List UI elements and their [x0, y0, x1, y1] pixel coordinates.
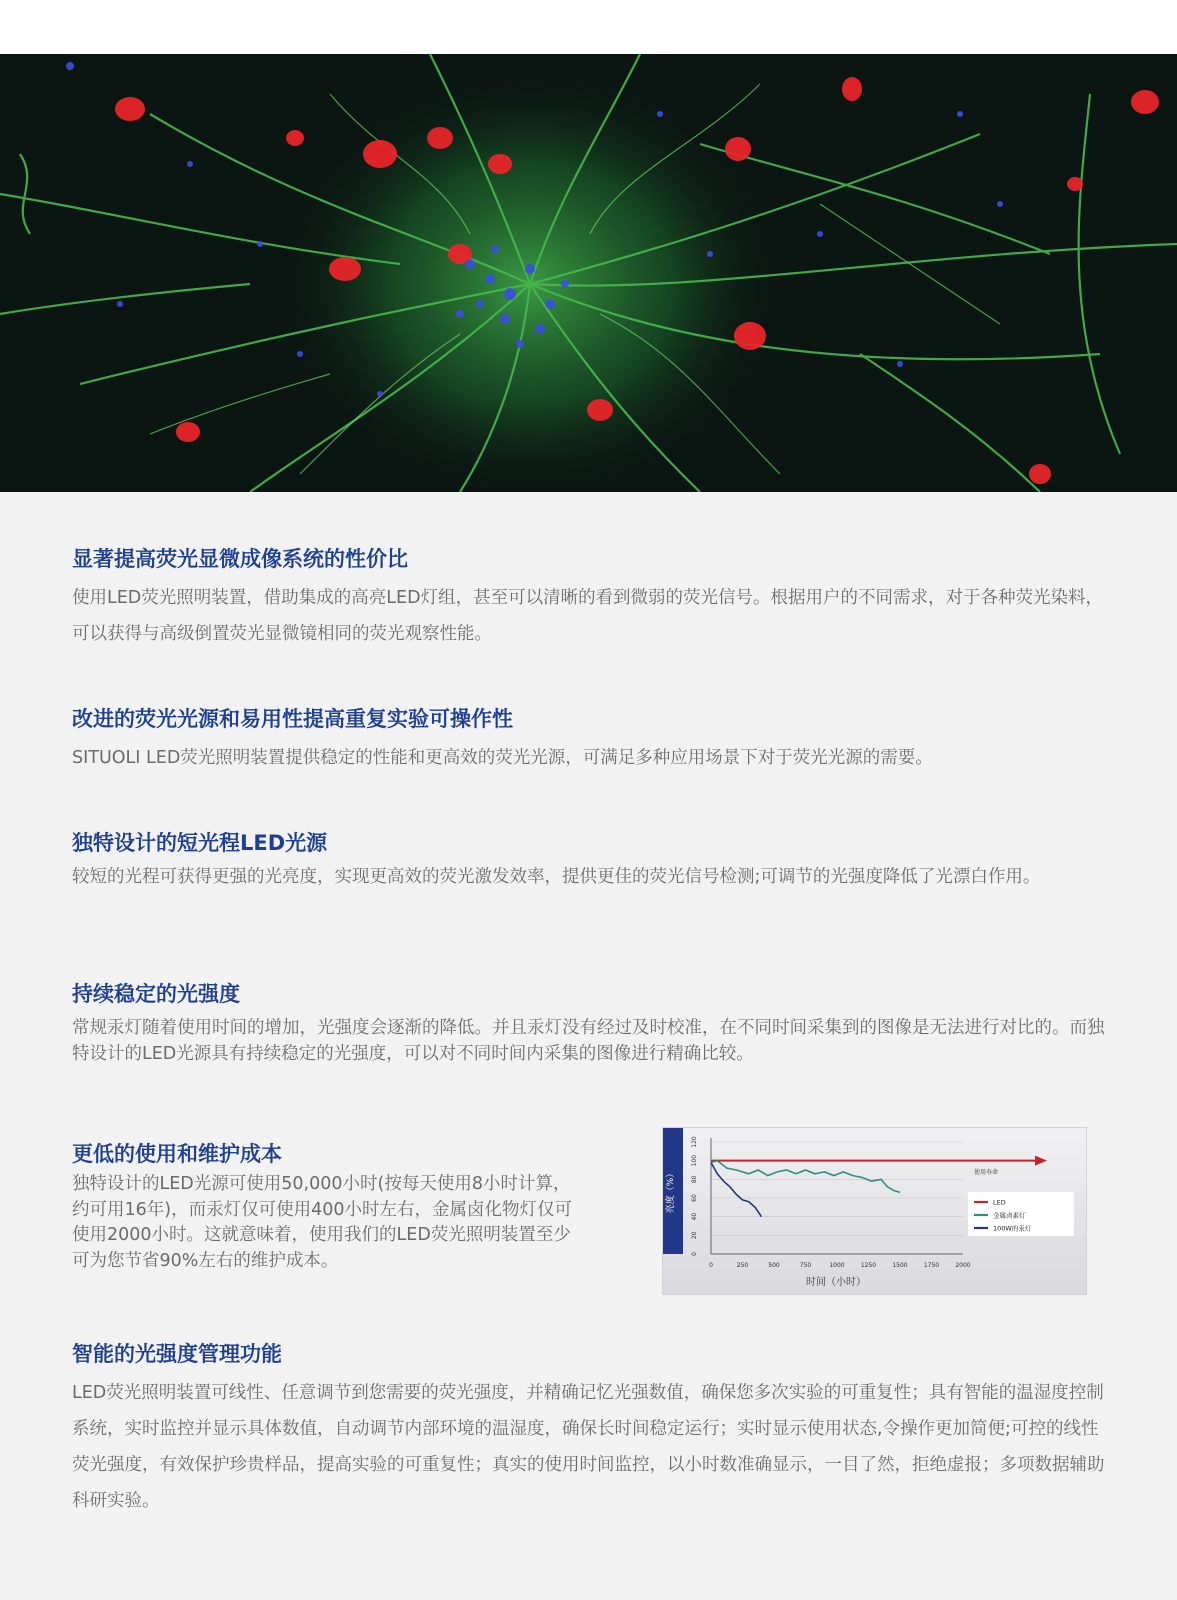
top-margin [0, 0, 1177, 54]
y-axis-label: 亮度（%） [666, 1168, 676, 1214]
y-tick-label: 0 [691, 1252, 698, 1256]
section-body: LED荧光照明装置可线性、任意调节到您需要的荧光强度，并精确记忆光强数值，确保您多次实验的可重复性；具有智能的温湿度控制系统，实时监控并显示具体数值，自动调节内部环境的温湿度，确保长时间稳定运行；实时显示使用状态,令操作更加简便;可控的线性荧光强度，有效保护珍贵样品，提高实验的可重复性；真实的使用时间监控，以小时数准确显示，一目了然，拒绝虚报；多项数据辅助科研实验。 [72, 1383, 1105, 1511]
x-tick-label: 250 [736, 1262, 749, 1269]
x-tick-label: 2000 [955, 1262, 971, 1269]
section-heading: 改进的荧光光源和易用性提高重复实验可操作性 [72, 707, 513, 731]
y-tick-label: 40 [691, 1212, 698, 1221]
section-body: 使用LED荧光照明装置，借助集成的高亮LED灯组，甚至可以清晰的看到微弱的荧光信号。根据用户的不同需求，对于各种荧光染料，可以获得与高级倒置荧光显微镜相同的荧光观察性能。 [72, 588, 1104, 644]
x-axis-label: 时间（小时） [806, 1277, 866, 1288]
legend-label: 金属卤素灯 [993, 1211, 1026, 1220]
y-tick-label: 60 [691, 1194, 698, 1202]
section-lower-cost [72, 1140, 577, 1274]
x-tick-label: 1500 [892, 1262, 908, 1269]
section-heading: 显著提高荧光显微成像系统的性价比 [72, 547, 408, 571]
fluorescence-neuron-micrograph-icon [0, 54, 1177, 492]
chart-svg [663, 1128, 1086, 1294]
y-tick-label: 100 [691, 1154, 698, 1167]
section-heading: 更低的使用和维护成本 [72, 1142, 282, 1166]
y-tick-label: 20 [691, 1231, 698, 1240]
section-body: 常规汞灯随着使用时间的增加，光强度会逐渐的降低。并且汞灯没有经过及时校准，在不同时间采集到的图像是无法进行对比的。而独特设计的LED光源具有持续稳定的光强度，可以对不同时间内采集的图像进行精确比较。 [72, 1018, 1105, 1064]
x-tick-label: 1750 [923, 1262, 940, 1269]
legend-label: LED [993, 1198, 1006, 1207]
section-short-light-path [72, 829, 1112, 890]
y-tick-label: 120 [691, 1136, 698, 1148]
section-heading: 智能的光强度管理功能 [72, 1342, 282, 1366]
brightness-lifetime-chart [662, 1127, 1087, 1295]
x-tick-label: 1000 [829, 1262, 845, 1269]
section-stable-intensity [72, 980, 1112, 1067]
x-tick-label: 750 [799, 1262, 812, 1269]
y-tick-label: 80 [691, 1175, 698, 1184]
x-tick-label: 500 [768, 1262, 780, 1269]
section-heading: 持续稳定的光强度 [72, 982, 240, 1006]
lifetime-annotation: 使用寿命 [974, 1169, 999, 1176]
section-body: SITUOLI LED荧光照明装置提供稳定的性能和更高效的荧光光源，可满足多种应用场景下对于荧光光源的需要。 [72, 748, 933, 768]
section-intelligent-management [72, 1340, 1112, 1519]
section-improved-light-source [72, 705, 1112, 776]
hero-image [0, 54, 1177, 492]
x-tick-label: 0 [709, 1262, 713, 1269]
x-tick-label: 1250 [860, 1262, 877, 1269]
section-cost-performance [72, 545, 1112, 652]
section-body: 独特设计的LED光源可使用50,000小时(按每天使用8小时计算，约可用16年)，而汞灯仅可使用400小时左右，金属卤化物灯仅可使用2000小时。这就意味着，使用我们的LED荧光照明装置至少可为您节省90%左右的维护成本。 [72, 1174, 572, 1271]
section-heading: 独特设计的短光程LED光源 [72, 831, 328, 855]
legend-label: 100W的汞灯 [993, 1224, 1032, 1233]
section-body: 较短的光程可获得更强的光亮度，实现更高效的荧光激发效率，提供更佳的荧光信号检测;可调节的光强度降低了光漂白作用。 [72, 867, 1041, 887]
